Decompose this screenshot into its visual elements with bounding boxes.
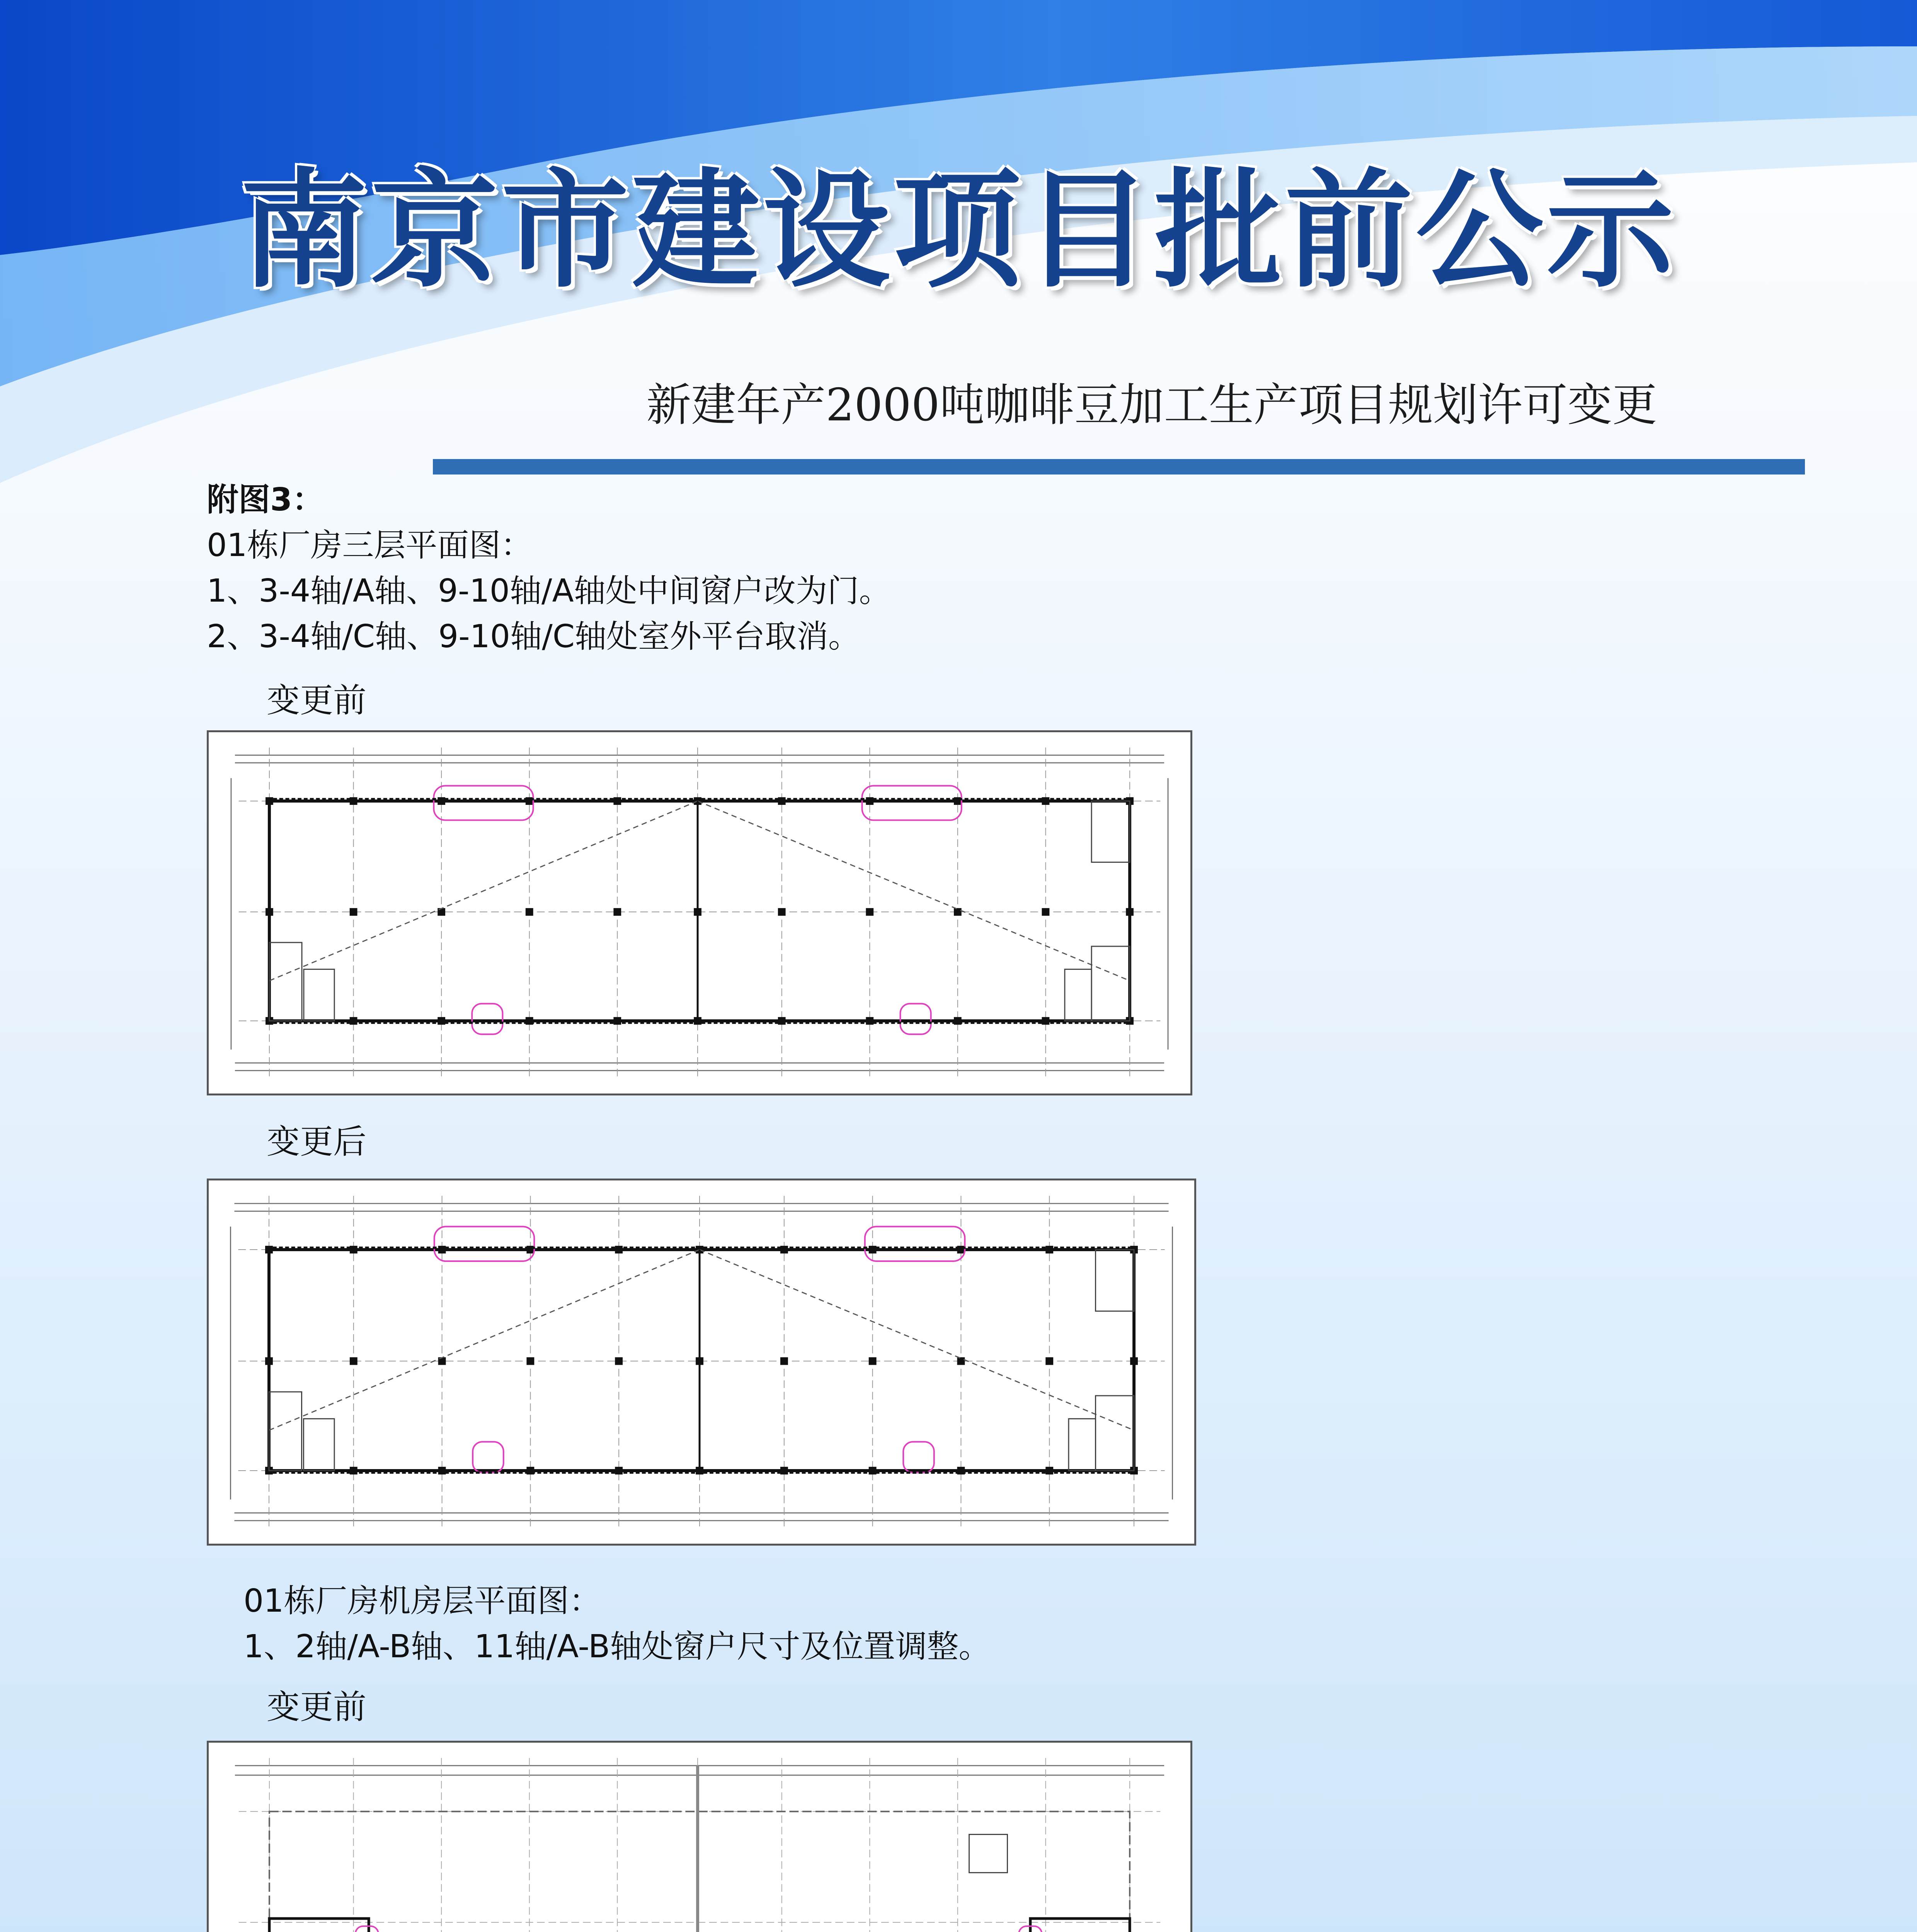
floor-plan-before-3f: [209, 732, 1190, 1094]
section1-item-1: 1、3-4轴/A轴、9-10轴/A轴处中间窗户改为门。: [207, 573, 891, 609]
section2-notes: [243, 1578, 990, 1670]
section1-after-label: 变更后: [267, 1122, 366, 1161]
section2-floor-title: 01栋厂房机房层平面图：: [243, 1583, 601, 1619]
floor-plan-before-machine-room: [209, 1743, 1190, 1932]
section2-before-label: 变更前: [267, 1688, 366, 1726]
section1-after-drawing: [207, 1179, 1196, 1546]
subtitle-divider: [433, 459, 1805, 474]
attachment-heading: 附图3：: [207, 481, 324, 518]
section1-floor-title: 01栋厂房三层平面图：: [207, 527, 533, 564]
section1-notes: [207, 477, 891, 660]
project-subtitle: 新建年产2000吨咖啡豆加工生产项目规划许可变更: [646, 379, 1657, 431]
section1-before-label: 变更前: [267, 681, 366, 720]
section1-before-drawing: [207, 730, 1192, 1095]
section2-before-drawing: [207, 1741, 1192, 1932]
floor-plan-after-3f: [209, 1180, 1194, 1544]
section1-item-2: 2、3-4轴/C轴、9-10轴/C轴处室外平台取消。: [207, 618, 860, 655]
page-title: 南京市建设项目批前公示: [240, 155, 1677, 305]
section2-item-1: 1、2轴/A-B轴、11轴/A-B轴处窗户尺寸及位置调整。: [243, 1628, 991, 1665]
